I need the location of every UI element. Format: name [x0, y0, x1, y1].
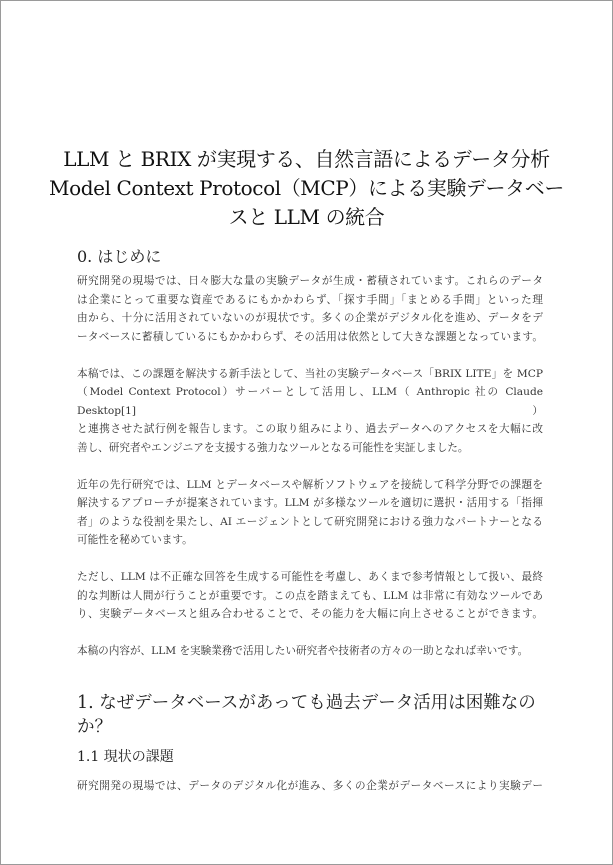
title-line: スと LLM の統合	[228, 205, 385, 229]
text-line: と連携させた試行例を報告します。この取り組みにより、過去データへのアクセスを大幅に改	[77, 423, 543, 435]
section-heading-1: 1. なぜデータベースがあっても過去データ活用は困難なのか？	[77, 692, 536, 737]
text-line: 由から、十分に活用されていないのが現状です。多くの企業がデジタル化を進め、データをデ	[77, 312, 543, 324]
text-line: （Model Context Protocol）サーバーとして活用し、LLM（ Anthropic 社の Claude Desktop[1] ）	[77, 386, 543, 417]
text-line: 可能性を秘めています。	[77, 534, 193, 546]
text-line: 善し、研究者やエンジニアを支援する強力なツールとなる可能性を実証しました。	[77, 441, 469, 454]
paragraph	[77, 642, 543, 661]
document-title	[27, 145, 587, 232]
subsection-heading-1-1: 1.1 現状の課題	[77, 748, 174, 765]
paragraph	[77, 365, 543, 458]
text-line: り、実験データベースと組み合わせることで、その能力を大幅に向上させることができます。	[77, 608, 543, 620]
text-line: 解決するアプローチが提案されています。LLM が多様なツールを適切に選択・活用する「指揮	[77, 497, 543, 509]
paragraph	[77, 476, 543, 550]
paragraph	[77, 777, 543, 796]
text-line: 者」のような役割を果たし、AI エージェントとして研究開発における強力なパートナーとなる	[77, 515, 543, 528]
text-line: 的な判断は人間が行うことが重要です。この点を踏まえても、LLM は非常に有効なツールであ	[77, 589, 543, 602]
text-line: ただし、LLM は不正確な回答を生成する可能性を考慮し、あくまで参考情報として扱い、最終	[77, 571, 543, 583]
paragraph	[77, 568, 543, 624]
text-line: 研究開発の現場では、日々膨大な量の実験データが生成・蓄積されています。これらのデータ	[77, 275, 543, 287]
paragraph	[77, 272, 543, 346]
text-line: 近年の先行研究では、LLM とデータベースや解析ソフトウェアを接続して科学分野での課題を	[77, 478, 543, 491]
text-line: 本稿の内容が、LLM を実験業務で活用したい研究者や技術者の方々の一助となれば幸いです。	[77, 645, 529, 657]
text-line: 本稿では、この課題を解決する新手法として、当社の実験データベース「BRIX LITE」を MCP	[77, 367, 543, 380]
text-line: 研究開発の現場では、データのデジタル化が進み、多くの企業がデータベースにより実験デー	[77, 779, 543, 792]
title-line: Model Context Protocol（MCP）による実験データベー	[49, 176, 564, 200]
text-line: は企業にとって重要な資産であるにもかかわらず、「探す手間」「まとめる手間」といった理	[77, 293, 543, 306]
text-line: ータベースに蓄積しているにもかかわらず、その活用は依然として大きな課題となっています。	[77, 330, 543, 343]
document-body	[77, 272, 543, 795]
title-line: LLM と BRIX が実現する、自然言語によるデータ分析	[63, 147, 550, 171]
section-heading-0: 0. はじめに	[77, 247, 162, 266]
